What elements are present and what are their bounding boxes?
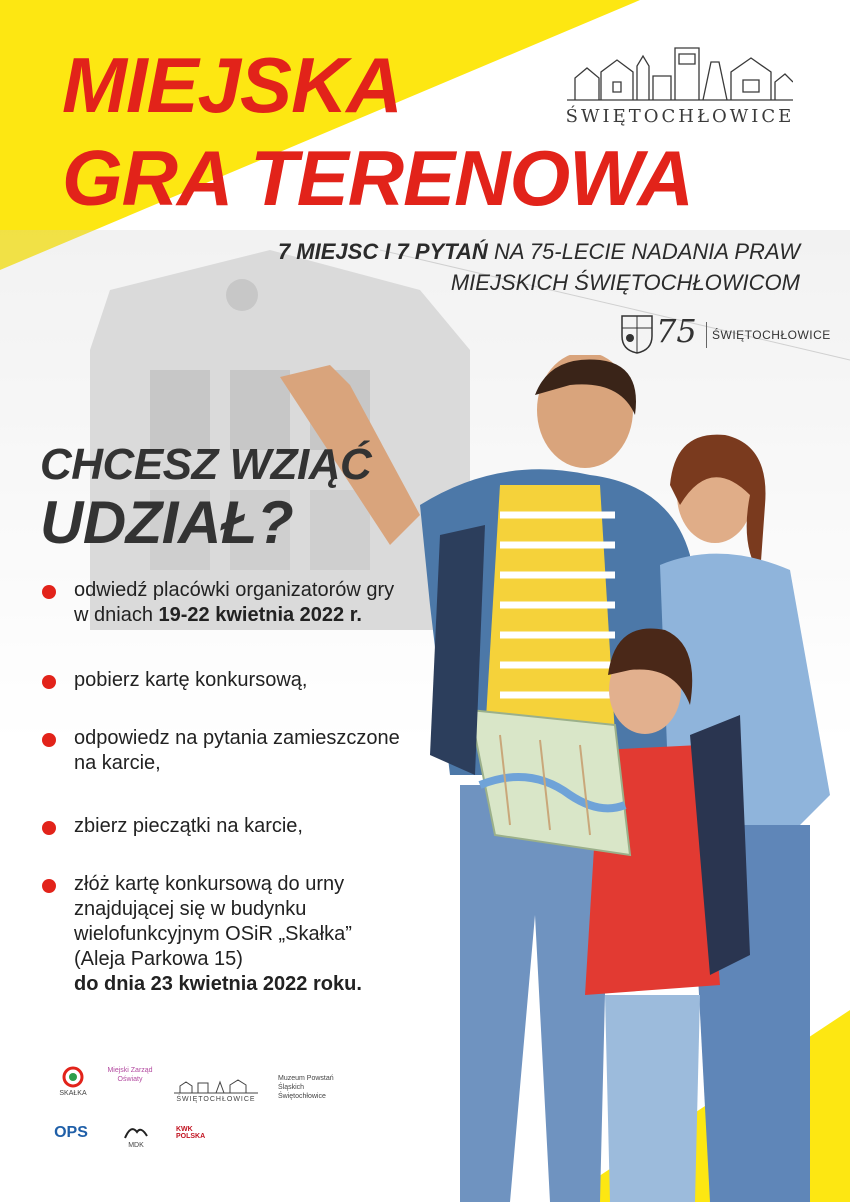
partner-skalka-label: SKAŁKA xyxy=(59,1090,87,1097)
step-3-line-2: na karcie, xyxy=(74,752,161,774)
title-line-2: GRA TERENOWA xyxy=(62,134,693,222)
step-1-dates: 19-22 kwietnia 2022 r. xyxy=(158,604,362,626)
partner-ops-label: OPS xyxy=(54,1124,88,1141)
step-5-line-2: znajdującej się w budynku xyxy=(74,898,307,920)
step-text xyxy=(74,872,494,997)
step-1-line-2 xyxy=(74,603,494,628)
step-text xyxy=(74,726,494,776)
anniversary-text: ŚWIĘTOCHŁOWICE xyxy=(712,328,831,342)
partner-logo-mzo xyxy=(102,1066,158,1084)
partner-kwk-label: KWK POLSKA xyxy=(176,1126,206,1140)
partner-logo-ops xyxy=(48,1124,94,1142)
partner-logos xyxy=(40,1060,440,1170)
partner-logo-mdk xyxy=(116,1122,156,1149)
city-small-skyline-icon xyxy=(174,1078,258,1094)
step-5-line-5 xyxy=(74,972,494,997)
question-line-1: CHCESZ WZIĄĆ xyxy=(40,440,372,489)
step-4-line-1: zbierz pieczątki na karcie, xyxy=(74,815,303,837)
step-text xyxy=(74,814,494,839)
partner-logo-skalka xyxy=(48,1066,98,1097)
coat-of-arms-icon xyxy=(620,314,654,354)
bullet-icon xyxy=(42,675,56,689)
partner-mzo-label: Miejski Zarząd Oświaty xyxy=(107,1067,153,1083)
bullet-icon xyxy=(42,585,56,599)
step-3-line-1: odpowiedz na pytania zamieszczone xyxy=(74,727,400,749)
subtitle-line-1-rest: NA 75-LECIE NADANIA PRAW xyxy=(487,239,800,264)
partner-museum-label: Muzeum Powstań Śląskich Świętochłowice xyxy=(278,1075,334,1100)
city-logo xyxy=(555,42,805,132)
subtitle-line-1 xyxy=(278,236,800,267)
skalka-logo-icon xyxy=(62,1066,84,1088)
step-5-line-3: wielofunkcyjnym OSiR „Skałka” xyxy=(74,923,352,945)
partner-mdk-label: MDK xyxy=(128,1142,144,1149)
step-1-dates-label: w dniach xyxy=(74,604,159,626)
title-line-1: MIEJSKA xyxy=(62,41,402,129)
step-5-line-1: złóż kartę konkursową do urny xyxy=(74,873,345,895)
partner-logo-museum xyxy=(278,1074,348,1101)
anniversary-logo xyxy=(620,312,831,358)
city-logo-text: ŚWIĘTOCHŁOWICE xyxy=(565,106,795,127)
bullet-icon xyxy=(42,879,56,893)
city-skyline-icon xyxy=(567,42,793,102)
subtitle xyxy=(278,236,800,298)
bullet-icon xyxy=(42,821,56,835)
partner-logo-city xyxy=(174,1078,258,1103)
question-line-2: UDZIAŁ? xyxy=(40,489,294,556)
step-5-deadline: do dnia 23 kwietnia 2022 roku. xyxy=(74,973,362,995)
anniversary-separator xyxy=(706,322,707,348)
step-text xyxy=(74,578,494,628)
step-1-line-1: odwiedź placówki organizatorów gry xyxy=(74,579,395,601)
partner-logo-kwk xyxy=(176,1126,220,1140)
step-5-line-4: (Aleja Parkowa 15) xyxy=(74,948,243,970)
bullet-icon xyxy=(42,733,56,747)
step-2-line-1: pobierz kartę konkursową, xyxy=(74,669,308,691)
subtitle-line-2: MIEJSKICH ŚWIĘTOCHŁOWICOM xyxy=(450,270,800,295)
partner-city-label: ŚWIĘTOCHŁOWICE xyxy=(176,1096,256,1103)
question-heading xyxy=(40,440,371,556)
mdk-logo-icon xyxy=(123,1122,149,1140)
subtitle-highlight: 7 MIEJSC I 7 PYTAŃ xyxy=(277,239,488,264)
step-text xyxy=(74,668,494,693)
anniversary-number: 75 xyxy=(656,312,697,350)
